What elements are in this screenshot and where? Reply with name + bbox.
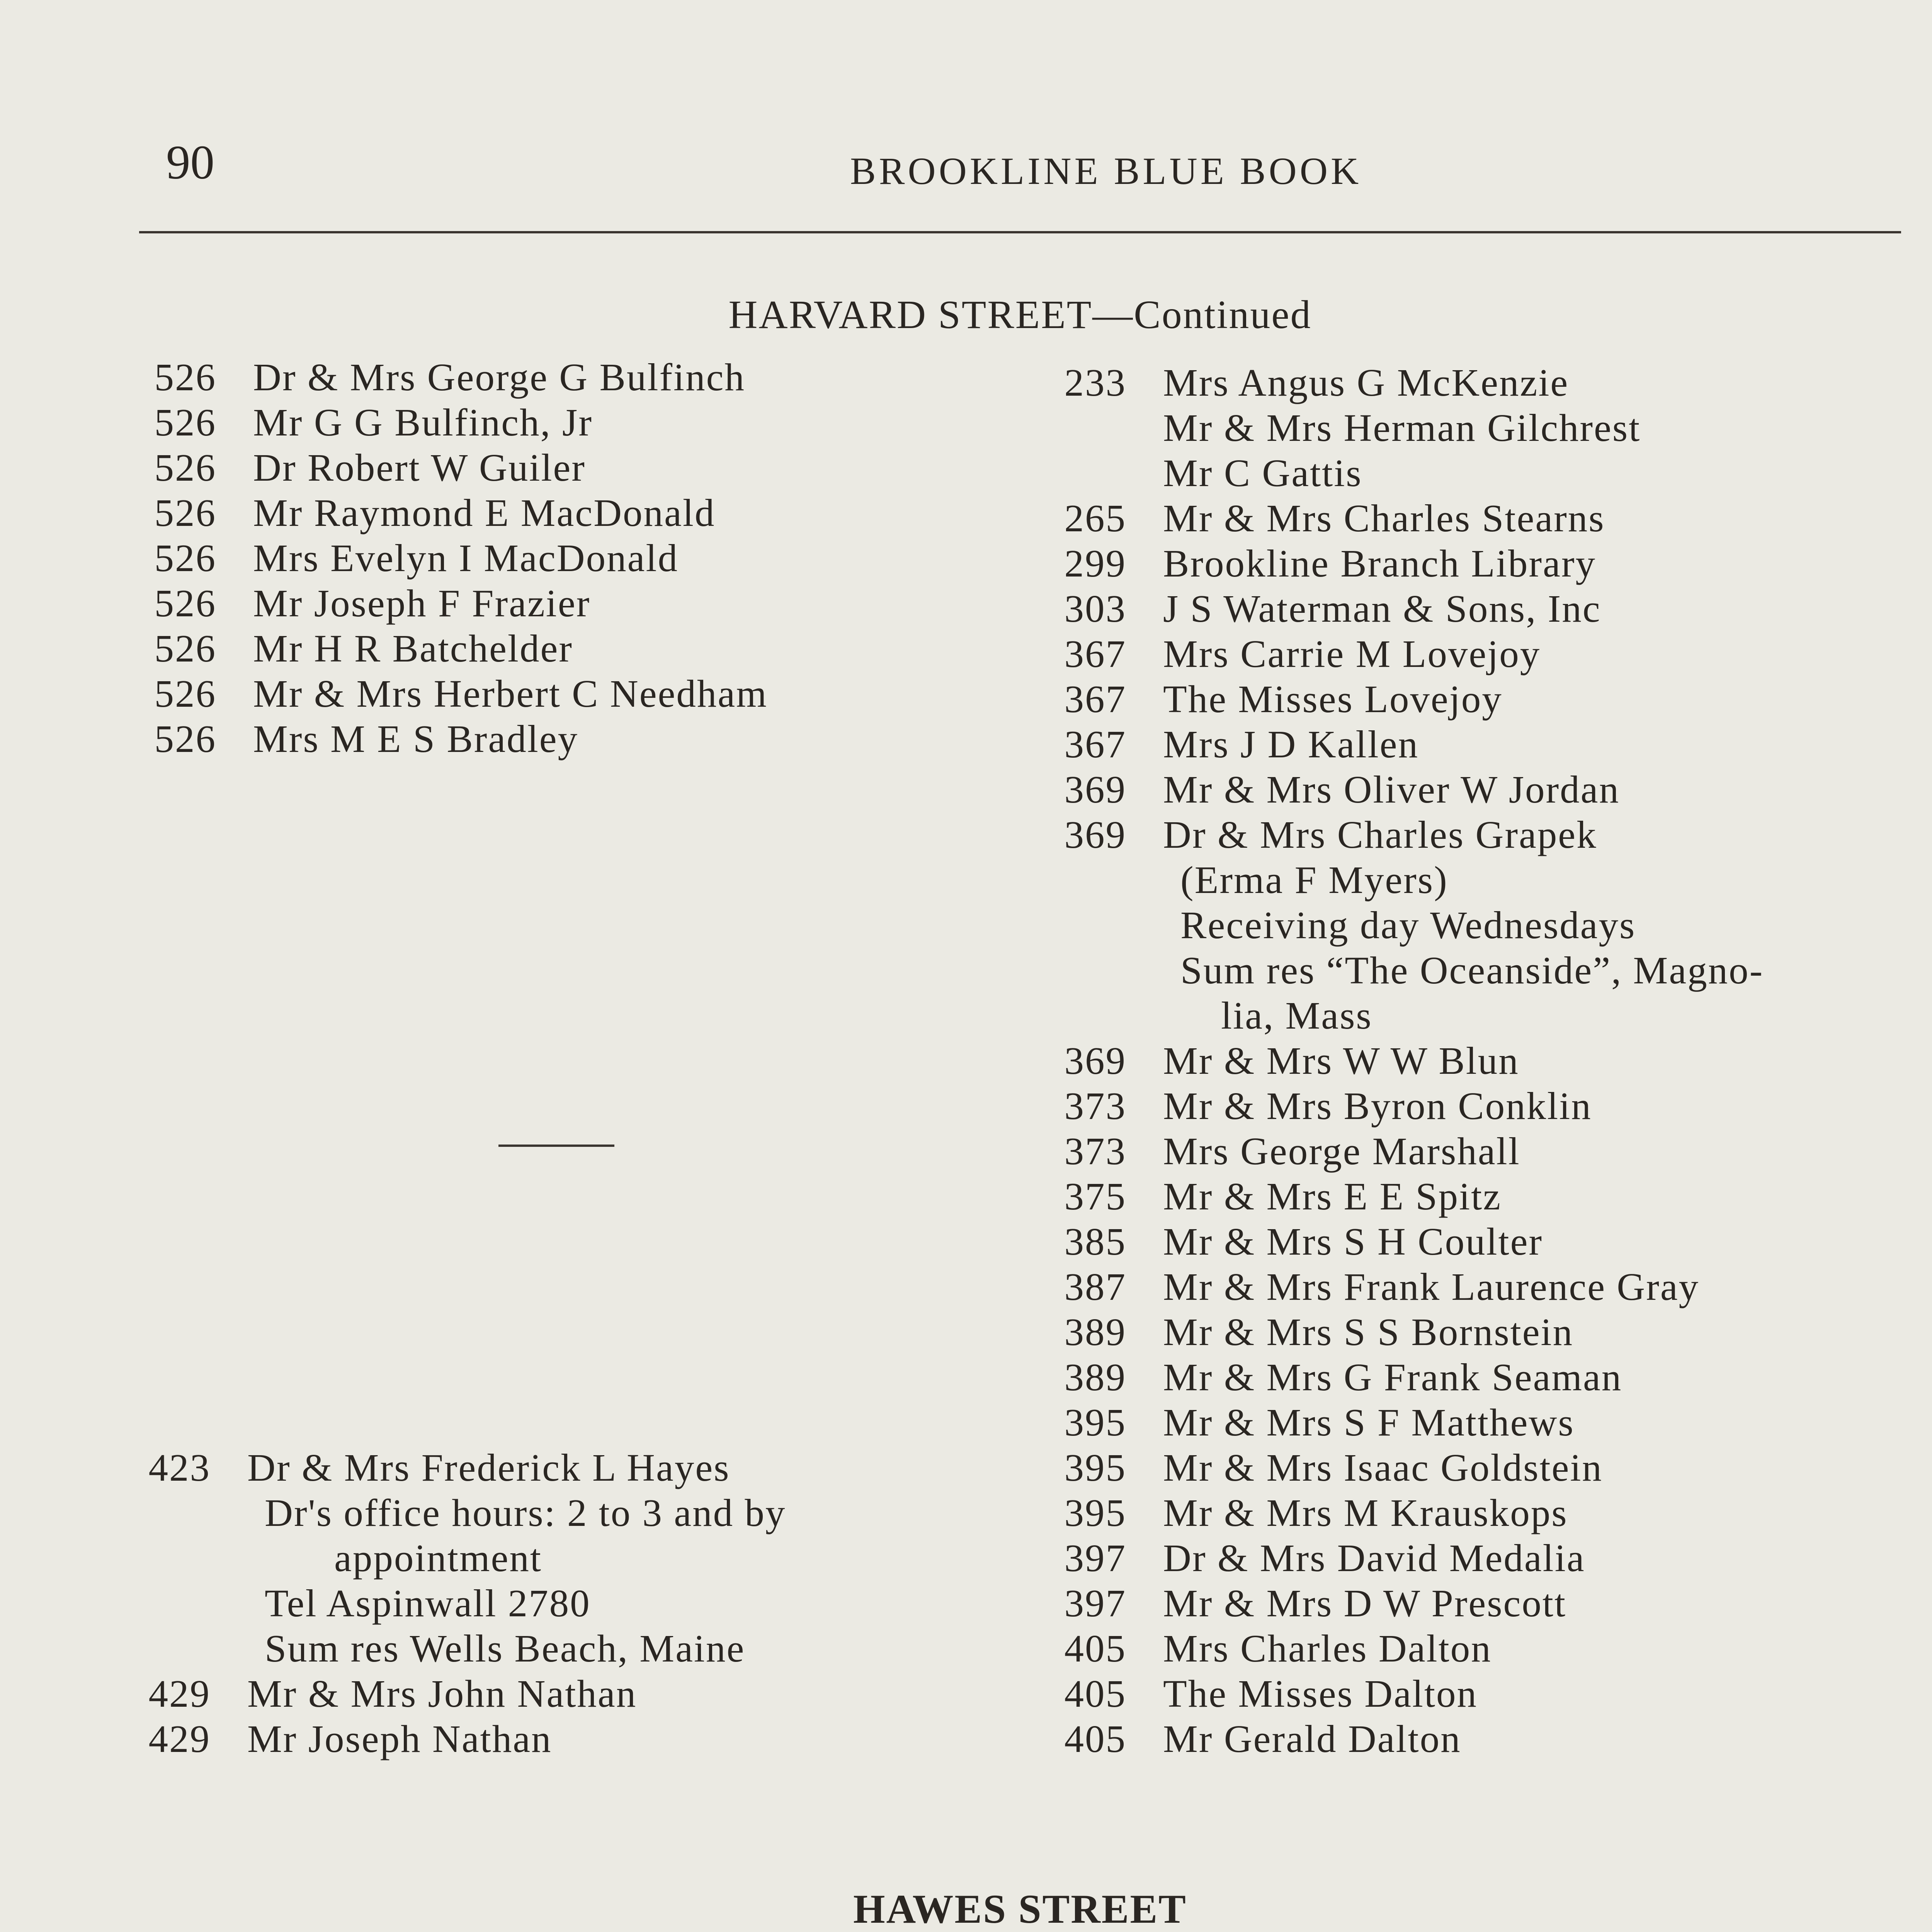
- house-number: 429: [148, 1717, 211, 1760]
- house-number: 373: [1064, 1129, 1126, 1173]
- directory-entry: [1064, 1219, 1764, 1264]
- house-number: 526: [154, 672, 216, 715]
- directory-entry: [1064, 1445, 1764, 1490]
- directory-entry: [1064, 767, 1764, 812]
- house-number: 375: [1064, 1175, 1126, 1218]
- house-number: 397: [1064, 1582, 1126, 1625]
- harvard-left-column-continued: [148, 1445, 786, 1762]
- resident-name: Mr & Mrs W W Blun: [1163, 1039, 1519, 1082]
- resident-name: Mrs Carrie M Lovejoy: [1163, 632, 1541, 675]
- directory-entry: [247, 1490, 786, 1536]
- resident-name: Mr & Mrs S F Matthews: [1163, 1401, 1575, 1444]
- directory-entry: [148, 1716, 786, 1762]
- directory-entry: [1064, 722, 1764, 767]
- entry-note: lia, Mass: [1221, 994, 1372, 1037]
- house-number: 405: [1064, 1627, 1126, 1670]
- resident-name: Dr & Mrs David Medalia: [1163, 1536, 1585, 1580]
- resident-name: Mr & Mrs Charles Stearns: [1163, 497, 1605, 540]
- house-number: 385: [1064, 1220, 1126, 1263]
- resident-name: Mrs M E S Bradley: [253, 717, 579, 760]
- entry-note: Mr & Mrs Herman Gilchrest: [1163, 406, 1641, 449]
- directory-entry: [1163, 948, 1764, 993]
- house-number: 526: [154, 446, 216, 489]
- directory-entry: [1064, 1083, 1764, 1129]
- directory-entry: [154, 536, 768, 581]
- resident-name: Mrs J D Kallen: [1163, 723, 1419, 766]
- directory-entry: [1064, 496, 1764, 541]
- resident-name: Mrs George Marshall: [1163, 1129, 1520, 1173]
- entry-note: Mr C Gattis: [1163, 451, 1362, 495]
- house-number: 526: [154, 491, 216, 534]
- directory-entry: [1163, 903, 1764, 948]
- directory-entry: [1064, 1174, 1764, 1219]
- hawes-street-heading: HAWES STREET: [853, 1886, 1187, 1932]
- directory-entry: [154, 671, 768, 716]
- directory-entry: [1064, 1490, 1764, 1536]
- entry-note: Sum res “The Oceanside”, Magno-: [1180, 949, 1764, 992]
- directory-entry: [1064, 1264, 1764, 1310]
- entry-note: Receiving day Wednesdays: [1180, 903, 1636, 947]
- directory-entry: [148, 1445, 786, 1490]
- directory-entry: [1064, 1038, 1764, 1083]
- resident-name: Mr & Mrs G Frank Seaman: [1163, 1355, 1622, 1399]
- directory-entry: [1163, 857, 1764, 903]
- directory-entry: [1064, 1310, 1764, 1355]
- directory-entry: [154, 581, 768, 626]
- directory-entry: [1064, 1716, 1764, 1762]
- house-number: 526: [154, 717, 216, 760]
- running-head: BROOKLINE BLUE BOOK: [850, 150, 1362, 192]
- resident-name: Mr H R Batchelder: [253, 627, 573, 670]
- directory-entry: [247, 1581, 786, 1626]
- resident-name: Mr & Mrs M Krauskops: [1163, 1491, 1568, 1534]
- house-number: 233: [1064, 361, 1126, 404]
- directory-entry: [1064, 1536, 1764, 1581]
- house-number: 405: [1064, 1717, 1126, 1760]
- house-number: 526: [154, 627, 216, 670]
- resident-name: Brookline Branch Library: [1163, 542, 1596, 585]
- resident-name: Mr Raymond E MacDonald: [253, 491, 716, 534]
- house-number: 526: [154, 355, 216, 399]
- resident-name: Mr Gerald Dalton: [1163, 1717, 1461, 1760]
- house-number: 367: [1064, 677, 1126, 721]
- resident-name: Mr & Mrs S S Bornstein: [1163, 1310, 1574, 1354]
- directory-entry: [247, 1536, 786, 1581]
- directory-entry: [1064, 1400, 1764, 1445]
- house-number: 369: [1064, 768, 1126, 811]
- entry-note: Tel Aspinwall 2780: [265, 1582, 591, 1625]
- house-number: 395: [1064, 1401, 1126, 1444]
- resident-name: Mr & Mrs Byron Conklin: [1163, 1084, 1592, 1128]
- resident-name: Mr & Mrs Isaac Goldstein: [1163, 1446, 1603, 1489]
- directory-entry: [154, 400, 768, 445]
- house-number: 526: [154, 582, 216, 625]
- directory-entry: [1064, 677, 1764, 722]
- directory-entry: [1163, 451, 1764, 496]
- entry-note: appointment: [334, 1536, 542, 1580]
- house-number: 389: [1064, 1355, 1126, 1399]
- house-number: 389: [1064, 1310, 1126, 1354]
- house-number: 299: [1064, 542, 1126, 585]
- house-number: 367: [1064, 632, 1126, 675]
- resident-name: Mr & Mrs D W Prescott: [1163, 1582, 1567, 1625]
- column-divider-rule: [498, 1145, 614, 1147]
- resident-name: Mr G G Bulfinch, Jr: [253, 401, 593, 444]
- harvard-left-column: [154, 355, 768, 762]
- entry-note: (Erma F Myers): [1180, 858, 1448, 901]
- house-number: 303: [1064, 587, 1126, 630]
- directory-entry: [1064, 541, 1764, 586]
- house-number: 526: [154, 401, 216, 444]
- directory-entry: [154, 716, 768, 762]
- harvard-right-column: [1064, 360, 1764, 1762]
- house-number: 387: [1064, 1265, 1126, 1308]
- entry-note: Dr's office hours: 2 to 3 and by: [265, 1491, 786, 1534]
- house-number: 369: [1064, 1039, 1126, 1082]
- resident-name: Mr & Mrs E E Spitz: [1163, 1175, 1502, 1218]
- resident-name: Mr Joseph F Frazier: [253, 582, 591, 625]
- house-number: 405: [1064, 1672, 1126, 1715]
- resident-name: Dr Robert W Guiler: [253, 446, 586, 489]
- directory-entry: [1064, 631, 1764, 677]
- directory-entry: [247, 1626, 786, 1671]
- directory-entry: [154, 445, 768, 490]
- directory-entry: [1064, 1129, 1764, 1174]
- house-number: 367: [1064, 723, 1126, 766]
- directory-entry: [148, 1671, 786, 1716]
- directory-entry: [154, 355, 768, 400]
- house-number: 429: [148, 1672, 211, 1715]
- resident-name: The Misses Lovejoy: [1163, 677, 1503, 721]
- header-rule: [139, 231, 1901, 233]
- resident-name: The Misses Dalton: [1163, 1672, 1478, 1715]
- resident-name: Mr & Mrs S H Coulter: [1163, 1220, 1543, 1263]
- resident-name: Mrs Angus G McKenzie: [1163, 361, 1569, 404]
- resident-name: J S Waterman & Sons, Inc: [1163, 587, 1601, 630]
- resident-name: Mr & Mrs Frank Laurence Gray: [1163, 1265, 1700, 1308]
- harvard-street-heading: HARVARD STREET—Continued: [728, 293, 1312, 337]
- house-number: 395: [1064, 1446, 1126, 1489]
- resident-name: Mr & Mrs Herbert C Needham: [253, 672, 768, 715]
- house-number: 526: [154, 536, 216, 580]
- house-number: 373: [1064, 1084, 1126, 1128]
- house-number: 423: [148, 1446, 211, 1489]
- directory-entry: [154, 626, 768, 671]
- directory-entry: [1064, 1626, 1764, 1671]
- directory-entry: [154, 490, 768, 536]
- house-number: 369: [1064, 813, 1126, 856]
- resident-name: Mrs Evelyn I MacDonald: [253, 536, 679, 580]
- page-number: 90: [166, 136, 214, 189]
- resident-name: Dr & Mrs George G Bulfinch: [253, 355, 745, 399]
- directory-entry: [1064, 1671, 1764, 1716]
- directory-entry: [1064, 360, 1764, 405]
- directory-entry: [1064, 1581, 1764, 1626]
- directory-entry: [1064, 1355, 1764, 1400]
- resident-name: Mr & Mrs Oliver W Jordan: [1163, 768, 1620, 811]
- resident-name: Mr & Mrs John Nathan: [247, 1672, 637, 1715]
- resident-name: Mr Joseph Nathan: [247, 1717, 552, 1760]
- resident-name: Mrs Charles Dalton: [1163, 1627, 1492, 1670]
- resident-name: Dr & Mrs Frederick L Hayes: [247, 1446, 730, 1489]
- directory-entry: [1163, 993, 1764, 1038]
- directory-entry: [1064, 812, 1764, 857]
- directory-entry: [1163, 405, 1764, 451]
- house-number: 395: [1064, 1491, 1126, 1534]
- house-number: 265: [1064, 497, 1126, 540]
- entry-note: Sum res Wells Beach, Maine: [265, 1627, 745, 1670]
- directory-entry: [1064, 586, 1764, 631]
- resident-name: Dr & Mrs Charles Grapek: [1163, 813, 1597, 856]
- house-number: 397: [1064, 1536, 1126, 1580]
